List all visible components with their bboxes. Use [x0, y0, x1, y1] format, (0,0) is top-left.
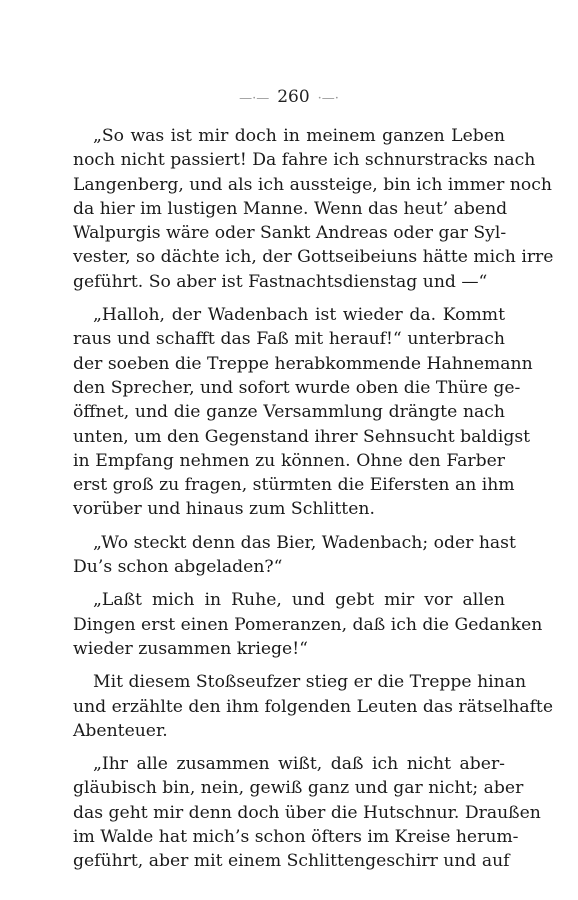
text-line: raus und schafft das Faß mit herauf!“ unterbrach	[73, 329, 505, 350]
text-line: Dingen erst einen Pomeranzen, daß ich die Gedanken	[73, 614, 543, 635]
header-dash-right: ·—·	[317, 91, 339, 106]
text-line: öffnet, und die ganze Versammlung drängte nach	[73, 402, 505, 423]
text-line: erst groß zu fragen, stürmten die Eifersten an ihm	[73, 475, 515, 496]
paragraph	[73, 670, 554, 743]
text-line: „Ihr alle zusammen wißt, daß ich nicht aber-	[93, 754, 505, 775]
text-line: da hier im lustigen Manne. Wenn das heut’ abend	[73, 198, 508, 219]
header-dash-left: —·—	[239, 91, 270, 106]
text-line: gläubisch bin, nein, gewiß ganz und gar nicht; aber	[73, 778, 524, 799]
text-line: im Walde hat mich’s schon öfters im Kreise herum-	[73, 827, 519, 848]
text-line: Langenberg, und als ich aussteige, bin ich immer noch	[73, 174, 552, 195]
page-number: 260	[277, 87, 310, 107]
text-line: unten, um den Gegenstand ihrer Sehnsucht baldigst	[73, 426, 531, 447]
text-line: „Halloh, der Wadenbach ist wieder da. Kommt	[93, 305, 505, 326]
text-line: Du’s schon abgeladen?“	[73, 557, 283, 578]
text-line: noch nicht passiert! Da fahre ich schnurstracks nach	[73, 150, 536, 171]
text-line: wieder zusammen kriege!“	[73, 638, 308, 659]
paragraph	[73, 124, 554, 294]
text-line: der soeben die Treppe herabkommende Hahnemann	[73, 353, 533, 374]
text-line: vester, so dächte ich, der Gottseibeiuns hätte mich irre	[73, 247, 554, 268]
text-line: geführt. So aber ist Fastnachtsdienstag und —“	[73, 271, 488, 292]
paragraph	[73, 303, 533, 522]
text-line: geführt, aber mit einem Schlittengeschirr und auf	[73, 851, 510, 872]
text-line: „Wo steckt denn das Bier, Wadenbach; oder hast	[93, 532, 516, 553]
paragraph	[73, 531, 516, 580]
text-line: das geht mir denn doch über die Hutschnur. Draußen	[73, 802, 541, 823]
paragraph	[73, 588, 543, 661]
text-line: in Empfang nehmen zu können. Ohne den Farber	[73, 450, 505, 471]
page-number-header	[0, 87, 578, 107]
text-line: Mit diesem Stoßseufzer stieg er die Treppe hinan	[93, 672, 527, 693]
text-line: vorüber und hinaus zum Schlitten.	[73, 499, 375, 520]
text-line: und erzählte den ihm folgenden Leuten das rätselhafte	[73, 696, 554, 717]
text-line: Abenteuer.	[73, 720, 168, 741]
text-line: „Laßt mich in Ruhe, und gebt mir vor allen	[93, 590, 505, 611]
paragraph	[73, 752, 541, 873]
body-text	[73, 124, 554, 883]
text-line: Walpurgis wäre oder Sankt Andreas oder gar Syl-	[73, 223, 507, 244]
text-line: den Sprecher, und sofort wurde oben die Thüre ge-	[73, 377, 521, 398]
text-line: „So was ist mir doch in meinem ganzen Leben	[93, 126, 505, 146]
